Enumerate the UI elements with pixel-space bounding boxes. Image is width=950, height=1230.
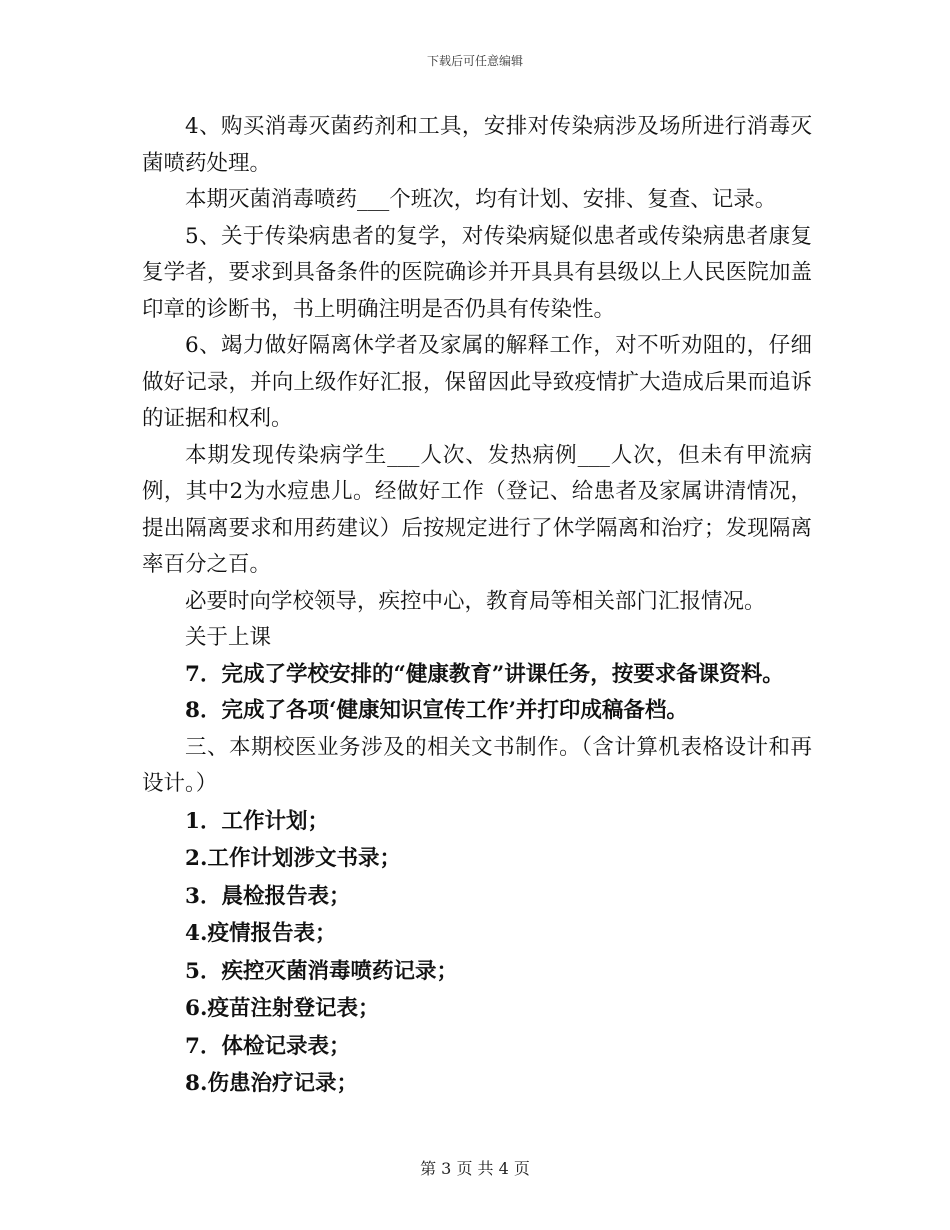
list-item: 7．体检记录表； xyxy=(185,1033,351,1059)
list-item: 3．晨检报告表； xyxy=(185,883,351,909)
paragraph-reporting: 必要时向学校领导，疾控中心，教育局等相关部门汇报情况。 xyxy=(185,588,766,614)
document-list xyxy=(142,803,812,1103)
page-header: 下载后可任意编辑 xyxy=(426,54,523,68)
section-three-heading: 三、本期校医业务涉及的相关文书制作。（含计算机表格设计和再设计。） xyxy=(142,734,812,796)
list-item: 2.工作计划涉文书录； xyxy=(185,846,401,871)
paragraph-item-6: 6、竭力做好隔离休学者及家属的解释工作，对不听劝阻的，仔细做好记录，并向上级作好汇报，保留因此导致疫情扩大造成后果而追诉的证据和权利。 xyxy=(142,333,812,431)
page-footer: 第 3 页 共 4 页 xyxy=(420,1159,530,1178)
document-body xyxy=(142,109,812,1103)
paragraph-classes-heading: 关于上课 xyxy=(185,625,272,650)
list-item: 4.疫情报告表； xyxy=(185,921,337,946)
paragraph-item-4: 4、购买消毒灭菌药剂和工具，安排对传染病涉及场所进行消毒灭菌喷药处理。 xyxy=(142,114,812,176)
paragraph-disinfection-count: 本期灭菌消毒喷药___个班次，均有计划、安排、复查、记录。 xyxy=(185,187,777,212)
bold-item-7: 7．完成了学校安排的“健康教育”讲课任务，按要求备课资料。 xyxy=(185,661,784,687)
bold-item-8: 8．完成了各项‘健康知识宣传工作’并打印成稿备档。 xyxy=(185,698,688,723)
list-item: 8.伤患治疗记录； xyxy=(185,1071,358,1096)
list-item: 6.疫苗注射登记表； xyxy=(185,996,380,1021)
list-item: 1．工作计划； xyxy=(185,808,329,834)
list-item: 5．疾控灭菌消毒喷药记录； xyxy=(185,958,458,984)
paragraph-cases: 本期发现传染病学生___人次、发热病例___人次，但未有甲流病例，其中2为水痘患儿。经做好工作（登记、给患者及家属讲清情况，提出隔离要求和用药建议）后按规定进行了休学隔离和治疗；发现隔离率百分之百。 xyxy=(142,442,812,577)
paragraph-item-5: 5、关于传染病患者的复学，对传染病疑似患者或传染病患者康复复学者，要求到具备条件的医院确诊并开具具有县级以上人民医院加盖印章的诊断书，书上明确注明是否仍具有传染性。 xyxy=(142,223,812,322)
